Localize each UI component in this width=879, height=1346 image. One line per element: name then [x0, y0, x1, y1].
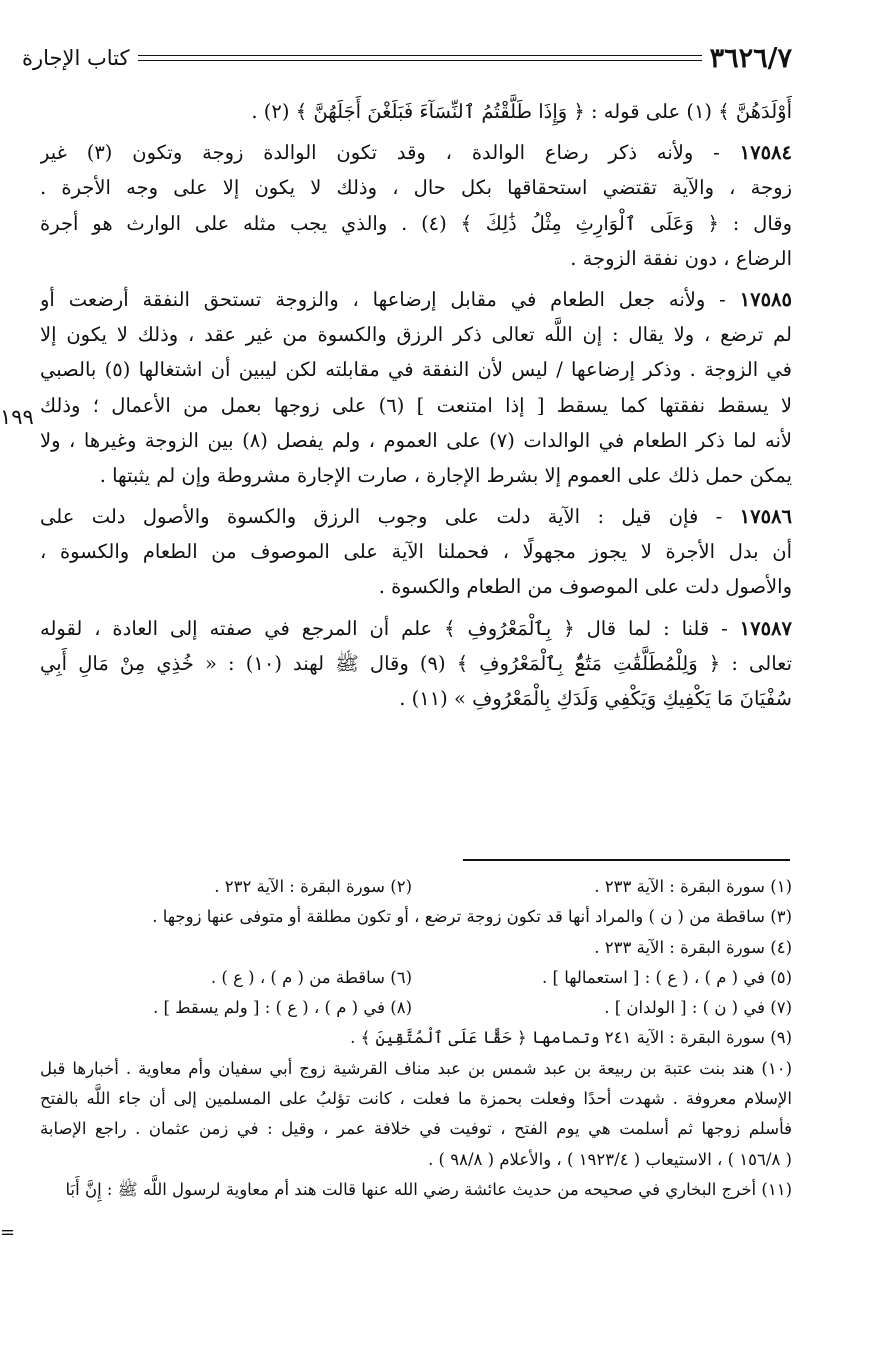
- text-line: في الزوجة . وذكر إرضاعها / ليس لأن النفقة في مقابلته لكن ليبين أن اشتغالها (٥) بالصبي: [40, 358, 792, 382]
- text-line: لأنه لما ذكر الطعام في الوالدات (٧) على العموم ، ولم يفصل (٨) بين الزوجة وغيرها ، ولا: [40, 428, 792, 452]
- margin-page-number: ١٩٩: [0, 405, 34, 429]
- text-line: أَوْلَدَهُنَّ ﴾ (١) على قوله : ﴿ وَإِذَا طَلَّقْتُمُ ٱلنِّسَآءَ فَبَلَغْنَ أَجَلَهُنَّ ﴾ (٢) .: [251, 100, 792, 123]
- footnote-line: ( ١٥٦/٨ ) ، الاستيعاب ( ١٩٢٣/٤ ) ، والأعلام ( ٩٨/٨ ) .: [428, 1149, 792, 1169]
- footnote: (٩) سورة البقرة : الآية ٢٤١ وتمامها ﴿ حَقًّا عَلَى ٱلْمُتَّقِينَ ﴾ .: [350, 1028, 792, 1048]
- footnotes: [40, 872, 792, 1205]
- footnote: (١١) أخرج البخاري في صحيحه من حديث عائشة رضي الله عنها قالت هند أم معاوية لرسول اللَّه ﷺ : إِنَّ أَبَا: [65, 1179, 792, 1199]
- header-rule: [138, 55, 702, 61]
- footnote-row: [40, 963, 792, 993]
- footnote-line: الإسلام معروفة . شهدت أحدًا وفعلت بحمزة ما فعلت ، كانت تؤلبُ على المسلمين إلى أن جاء اللَّه بالفتح: [40, 1089, 792, 1109]
- text-line: ١٧٥٨٤ - ولأنه ذكر رضاع الوالدة ، وقد تكون الوالدة زوجة وتكون (٣) غير: [40, 141, 792, 165]
- paragraph-number: ١٧٥٨٥: [739, 287, 792, 311]
- footnote: (٨) في ( م ) ، ( ع ) : [ ولم يسقط ] .: [153, 998, 412, 1018]
- main-text: [40, 94, 792, 716]
- text-line: ١٧٥٨٧ - قلنا : لما قال ﴿ بِٱلْمَعْرُوفِ ﴾ علم أن المرجع في صفته إلى العادة ، لقوله: [40, 616, 792, 640]
- text-line: الرضاع ، دون نفقة الزوجة .: [570, 246, 792, 270]
- book-title: كتاب الإجارة: [22, 46, 130, 70]
- text-line: وقال : ﴿ وَعَلَى ٱلْوَارِثِ مِثْلُ ذَٰلِكَ ﴾ (٤) . والذي يجب مثله على الوارث هو أجرة: [40, 211, 792, 235]
- footnote: (٧) في ( ن ) : [ الولدان ] .: [604, 998, 792, 1018]
- footnote: (١) سورة البقرة : الآية ٢٣٣ .: [594, 877, 792, 896]
- paragraph-number: ١٧٥٨٧: [739, 616, 792, 640]
- footnote: (٥) في ( م ) ، ( ع ) : [ استعمالها ] .: [542, 967, 792, 987]
- footnote-line: (١٠) هند بنت عتبة بن ربيعة بن عبد شمس بن عبد مناف القرشية زوج أبي سفيان وأم معاوية . أخبارها قبل: [40, 1058, 792, 1078]
- footnote: (٣) ساقطة من ( ن ) والمراد أنها قد تكون زوجة ترضع ، أو تكون مطلقة أو متوفى عنها زوجها .: [152, 907, 792, 927]
- text-line: ١٧٥٨٦ - فإن قيل : الآية دلت على وجوب الرزق والكسوة والأصول دلت على: [40, 505, 792, 529]
- text-line: أن بدل الأجرة لا يجوز مجهولًا ، فحملنا الآية على الموصوف من الطعام والكسوة ،: [40, 540, 792, 564]
- text-line: ١٧٥٨٥ - ولأنه جعل الطعام في مقابل إرضاعها ، والزوجة تستحق النفقة أرضعت أو: [40, 287, 792, 311]
- footnote-line: فأسلم زوجها ثم أسلمت هي يوم الفتح ، توفيت في خلافة عمر ، وقيل : في زمن عثمان . راجع الإصابة: [40, 1119, 792, 1139]
- text-line: والأصول دلت على الموصوف من الطعام والكسوة .: [378, 575, 792, 599]
- text-line: لم ترضع ، ولا يقال : إن اللَّه تعالى ذكر الرزق والكسوة من غير عقد ، وذلك لا يكون إلا: [40, 323, 792, 347]
- page-header: [22, 38, 792, 78]
- text-line: لا يسقط نفقتها كما يسقط [ إذا امتنعت ] (٦) على زوجها بعمل من الأعمال ؛ وذلك: [40, 393, 792, 417]
- text-line: يمكن حمل ذلك على العموم إلا بشرط الإجارة ، صارت الإجارة مشروطة وإن لم يثبتها .: [99, 463, 792, 487]
- continuation-mark: =: [0, 1222, 16, 1243]
- page-reference: ٣٦٢٦/٧: [709, 42, 792, 74]
- footnote: (٤) سورة البقرة : الآية ٢٣٣ .: [594, 937, 792, 957]
- text-line: سُفْيَانَ مَا يَكْفِيكِ وَيَكْفِي وَلَدَكِ بِالْمَعْرُوفِ » (١١) .: [399, 687, 792, 710]
- footnote: (٢) سورة البقرة : الآية ٢٣٢ .: [214, 877, 412, 896]
- footnote-row: [40, 872, 792, 902]
- text-line: زوجة ، والآية تقتضي استحقاقها بكل حال ، وذلك لا يكون إلا على وجه الأجرة .: [40, 176, 792, 200]
- footnote-row: [40, 993, 792, 1023]
- paragraph-number: ١٧٥٨٦: [739, 505, 792, 529]
- paragraph-number: ١٧٥٨٤: [739, 141, 792, 165]
- footnote: (٦) ساقطة من ( م ) ، ( ع ) .: [210, 967, 412, 987]
- text-line: تعالى : ﴿ وَلِلْمُطَلَّقَٰتِ مَتَٰعٌۢ بِٱلْمَعْرُوفِ ﴾ (٩) وقال ﷺ لهند (١٠) : « خُذِي مِنْ مَالِ أَبِي: [40, 651, 792, 675]
- footnote-separator: [463, 859, 790, 861]
